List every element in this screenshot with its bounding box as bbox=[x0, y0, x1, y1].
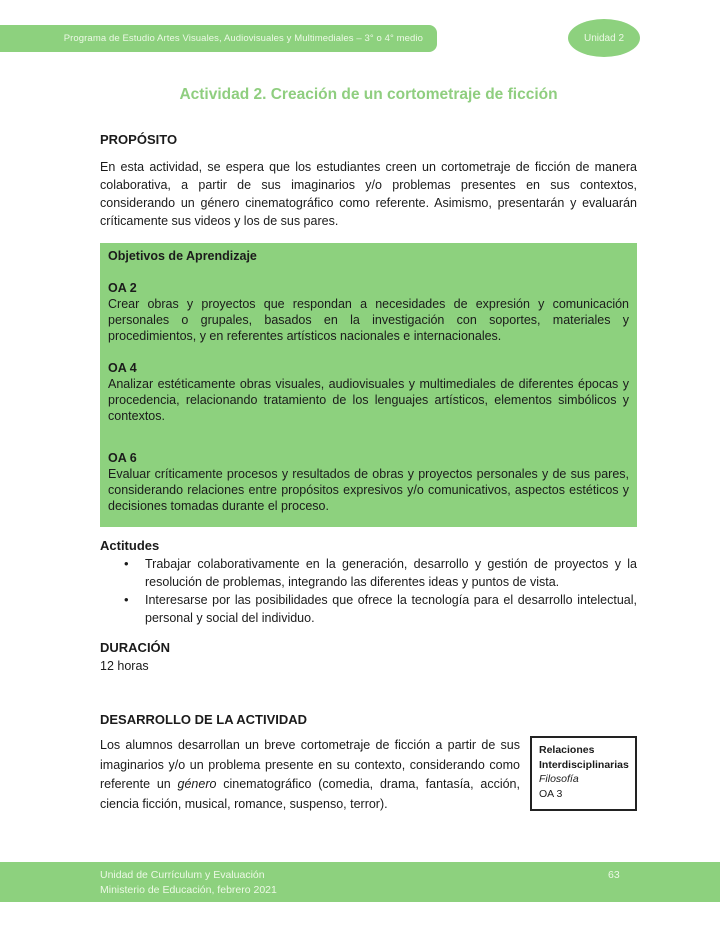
footer-bar bbox=[0, 862, 720, 902]
actitudes-list bbox=[100, 555, 637, 627]
desarrollo-text-before: Los alumnos desarrollan un breve cortometraje de ficción a partir de sus imaginarios y/o un problema presente en su contexto, considerando como referente un bbox=[100, 738, 520, 791]
desarrollo-row bbox=[100, 736, 637, 814]
footer-org-line1: Unidad de Currículum y Evaluación bbox=[100, 869, 265, 881]
program-badge bbox=[0, 25, 437, 52]
oa-box-heading: Objetivos de Aprendizaje bbox=[108, 249, 257, 263]
desarrollo-text-italic: género bbox=[177, 777, 217, 791]
document-body bbox=[100, 85, 637, 814]
interdisciplinary-title-line2: Interdisciplinarias bbox=[539, 758, 629, 771]
list-item-text: Interesarse por las posibilidades que ofrece la tecnología para el desarrollo intelectual, personal y social del individuo. bbox=[145, 593, 637, 625]
list-item bbox=[100, 591, 637, 627]
page-title: Actividad 2. Creación de un cortometraje de ficción bbox=[179, 86, 558, 103]
desarrollo-heading: DESARROLLO DE LA ACTIVIDAD bbox=[100, 712, 308, 727]
desarrollo-paragraph bbox=[100, 736, 520, 814]
bullet-icon: • bbox=[124, 556, 129, 571]
footer-org-line2: Ministerio de Educación, febrero 2021 bbox=[100, 884, 277, 896]
duracion-heading: DURACIÓN bbox=[100, 640, 171, 655]
unit-badge-label: Unidad 2 bbox=[583, 32, 625, 44]
actitudes-heading: Actitudes bbox=[100, 538, 160, 553]
oa-item-4 bbox=[108, 360, 629, 424]
oa-item-6 bbox=[108, 450, 629, 514]
list-item-text: Trabajar colaborativamente en la generación, desarrollo y gestión de proyectos y la resolución de problemas, integrando las diferentes ideas y puntos de vista. bbox=[145, 557, 637, 589]
oa-text: Crear obras y proyectos que respondan a necesidades de expresión y comunicación personales o grupales, basados en la investigación con soportes, materiales y procedimientos, y en referentes artísticos nacionales e internacionales. bbox=[108, 297, 629, 343]
footer-organization bbox=[100, 868, 277, 898]
oa-code: OA 2 bbox=[108, 281, 137, 295]
oa-text: Analizar estéticamente obras visuales, audiovisuales y multimediales de diferentes épocas y procedencia, relacionando tratamiento de los lenguajes artísticos, elementos simbólicos y contextos. bbox=[108, 377, 629, 423]
proposito-text: En esta actividad, se espera que los estudiantes creen un cortometraje de ficción de manera colaborativa, a partir de sus imaginarios y/o problemas presentes en sus contextos, considerando un género cinematográfico como referente. Asimismo, presentarán y evaluarán críticamente sus videos y los de sus pares. bbox=[100, 160, 637, 228]
oa-text: Evaluar críticamente procesos y resultados de obras y proyectos personales y de sus pares, considerando relaciones entre propósitos expresivos y/o comunicativos, aspectos estéticos y decisiones tomadas durante el proceso. bbox=[108, 467, 629, 513]
program-badge-label: Programa de Estudio Artes Visuales, Audiovisuales y Multimediales – 3° o 4° medio bbox=[63, 33, 423, 44]
duracion-value: 12 horas bbox=[100, 659, 149, 673]
learning-objectives-box bbox=[100, 243, 637, 527]
unit-badge bbox=[568, 19, 640, 57]
interdisciplinary-box bbox=[530, 736, 637, 811]
list-item bbox=[100, 555, 637, 591]
interdisciplinary-title-line1: Relaciones bbox=[539, 744, 595, 756]
oa-code: OA 4 bbox=[108, 361, 137, 375]
proposito-heading: PROPÓSITO bbox=[100, 132, 178, 147]
page-number: 63 bbox=[608, 869, 620, 881]
interdisciplinary-subject: Filosofía bbox=[539, 773, 579, 785]
interdisciplinary-oa: OA 3 bbox=[539, 787, 563, 800]
oa-code: OA 6 bbox=[108, 451, 137, 465]
bullet-icon: • bbox=[124, 592, 129, 607]
oa-item-2 bbox=[108, 280, 629, 344]
desarrollo-text-after: cinematográfico (comedia, drama, fantasía, acción, ciencia ficción, musical, romance, suspenso, terror). bbox=[100, 777, 520, 811]
